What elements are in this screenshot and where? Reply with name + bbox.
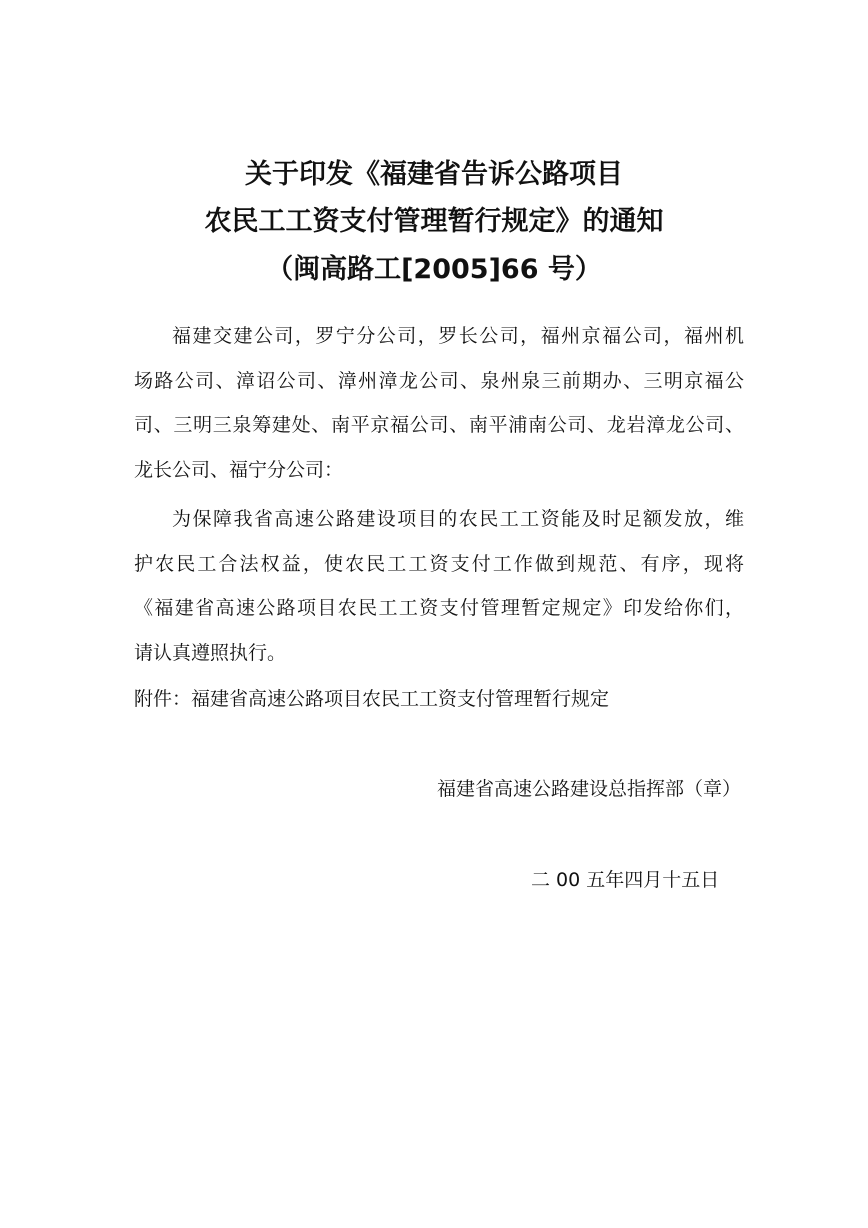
recipients-line: 龙长公司、福宁分公司： xyxy=(134,458,344,481)
attachment-note: 附件：福建省高速公路项目农民工工资支付管理暂行规定 xyxy=(134,688,610,710)
issuer-signature: 福建省高速公路建设总指挥部（章） xyxy=(437,778,742,800)
recipients-line: 福建交建公司，罗宁分公司，罗长公司，福州京福公司，福州机 xyxy=(172,325,744,347)
document-number: （闽高路工[2005]66 号） xyxy=(266,254,602,285)
recipients-line: 场路公司、漳诏公司、漳州漳龙公司、泉州泉三前期办、三明京福公 xyxy=(134,369,744,392)
document-title-line-2: 农民工工资支付管理暂行规定》的通知 xyxy=(204,206,664,237)
body-line: 为保障我省高速公路建设项目的农民工工资能及时足额发放，维 xyxy=(172,508,744,530)
body-line: 护农民工合法权益，使农民工工资支付工作做到规范、有序，现将 xyxy=(134,552,744,575)
recipients-paragraph xyxy=(134,314,744,492)
recipients-line: 司、三明三泉筹建处、南平京福公司、南平浦南公司、龙岩漳龙公司、 xyxy=(134,414,744,436)
body-paragraph xyxy=(134,497,744,675)
issue-date: 二 00 五年四月十五日 xyxy=(531,869,720,891)
body-line: 《福建省高速公路项目农民工工资支付管理暂定规定》印发给你们， xyxy=(134,597,744,619)
body-line: 请认真遵照执行。 xyxy=(134,641,287,664)
document-title-line-1: 关于印发《福建省告诉公路项目 xyxy=(245,159,623,190)
